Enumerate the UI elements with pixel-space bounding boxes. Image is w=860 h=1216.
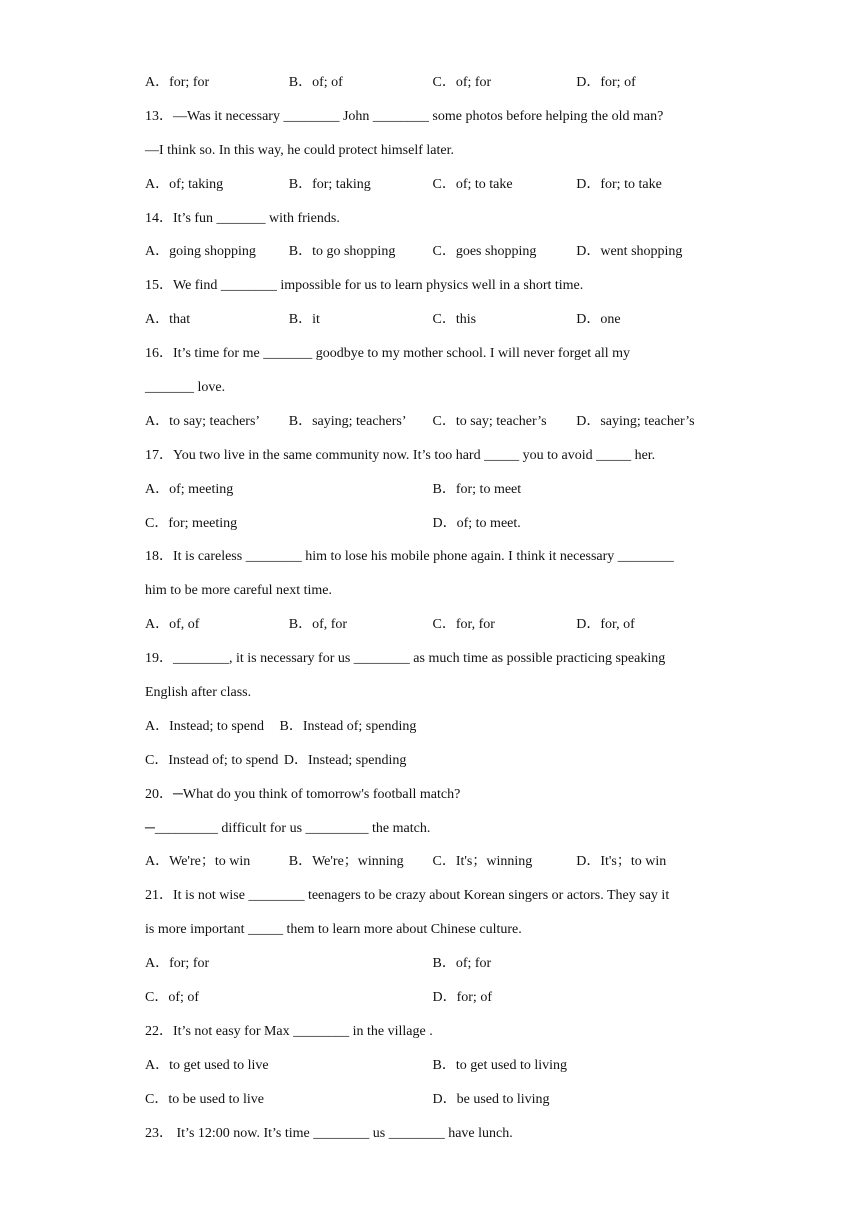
question-13-reply: —I think so. In this way, he could protect himself later. (145, 142, 454, 158)
question-16-cont: _______ love. (145, 380, 226, 396)
options-row-19a (145, 716, 720, 750)
option-b: B．to get used to living (432, 1057, 568, 1073)
option-c: C．for; meeting (145, 515, 238, 531)
option-b: B．saying; teachers’ (288, 413, 407, 429)
question-16: 16．It’s time for me _______ goodbye to my mother school. I will never forget all my (145, 346, 630, 362)
option-d: D．went shopping (576, 244, 683, 260)
options-row (145, 72, 720, 106)
option-d: D．for; of (576, 75, 636, 90)
option-a: A．that (145, 312, 191, 328)
options-row-14 (145, 241, 720, 275)
option-d: D．of; to meet. (432, 515, 521, 531)
option-d: D．be used to living (432, 1091, 550, 1107)
options-row-18 (145, 614, 720, 648)
options-row-21b (145, 987, 720, 1021)
option-c: C．goes shopping (432, 244, 537, 260)
question-17: 17．You two live in the same community now. It’s too hard _____ you to avoid _____ her. (145, 447, 656, 463)
question-13: 13．—Was it necessary ________ John ________ some photos before helping the old man? (145, 108, 664, 124)
question-21: 21．It is not wise ________ teenagers to be crazy about Korean singers or actors. They say it (145, 888, 670, 904)
options-row-15 (145, 309, 720, 343)
option-a: A．to say; teachers’ (145, 413, 261, 429)
option-b: B．for; to meet (432, 481, 522, 497)
option-c: C．to be used to live (145, 1091, 264, 1107)
question-19: 19．________, it is necessary for us ________ as much time as possible practicing speaking (145, 651, 666, 667)
option-d: D．for; of (432, 990, 492, 1006)
option-d: D．for; to take (576, 176, 662, 192)
option-c: C．for, for (432, 617, 495, 633)
options-row-13 (145, 174, 720, 208)
options-row-19b (145, 750, 720, 784)
option-a: A．Instead; to spend (145, 718, 264, 734)
option-a: A．going shopping (145, 244, 256, 260)
options-row-17b (145, 513, 720, 547)
option-b: B．to go shopping (288, 244, 396, 260)
option-c: C．of; for (432, 75, 492, 90)
option-b: B．We're；winning (288, 854, 404, 870)
option-a: A．of; meeting (145, 481, 234, 497)
option-b: B．it (288, 312, 320, 328)
question-20: 20．─What do you think of tomorrow's football match? (145, 786, 461, 802)
options-row-17a (145, 479, 720, 513)
options-row-16 (145, 411, 720, 445)
option-a: A．to get used to live (145, 1057, 269, 1073)
option-d: D．one (576, 312, 621, 328)
question-18: 18．It is careless ________ him to lose his mobile phone again. I think it necessary ________ (145, 549, 674, 565)
option-a: A．for; for (145, 956, 210, 972)
options-row-22b (145, 1089, 720, 1123)
question-21-cont: is more important _____ them to learn more about Chinese culture. (145, 922, 522, 938)
option-c: C．of; to take (432, 176, 513, 192)
option-a: A．We're；to win (145, 854, 251, 870)
option-d: D．Instead; spending (283, 752, 407, 768)
question-22: 22．It’s not easy for Max ________ in the village . (145, 1023, 433, 1039)
option-c: C．to say; teacher’s (432, 413, 547, 429)
option-b: B．for; taking (288, 176, 371, 192)
option-c: C．of; of (145, 990, 200, 1006)
option-d: D．for, of (576, 617, 635, 633)
question-19-cont: English after class. (145, 685, 252, 701)
worksheet-page (145, 72, 720, 1157)
question-20-cont: ─_________ difficult for us _________ the match. (145, 820, 431, 836)
option-a: A．of; taking (145, 176, 224, 192)
option-b: B．Instead of; spending (279, 718, 417, 734)
option-b: B．of; of (288, 75, 343, 90)
question-14: 14．It’s fun _______ with friends. (145, 210, 340, 226)
option-c: C．this (432, 312, 477, 328)
options-row-21a (145, 953, 720, 987)
question-23: 23． It’s 12:00 now. It’s time ________ us ________ have lunch. (145, 1125, 513, 1141)
option-c: C．It's；winning (432, 854, 533, 870)
option-b: B．of; for (432, 956, 492, 972)
question-15: 15．We find ________ impossible for us to learn physics well in a short time. (145, 278, 584, 294)
option-a: A．for; for (145, 75, 210, 90)
option-a: A．of, of (145, 617, 200, 633)
options-row-20 (145, 851, 720, 885)
option-c: C．Instead of; to spend (145, 752, 279, 768)
question-18-cont: him to be more careful next time. (145, 583, 332, 599)
options-row-22a (145, 1055, 720, 1089)
option-b: B．of, for (288, 617, 348, 633)
option-d: D．It's；to win (576, 854, 667, 870)
option-d: D．saying; teacher’s (576, 413, 695, 429)
